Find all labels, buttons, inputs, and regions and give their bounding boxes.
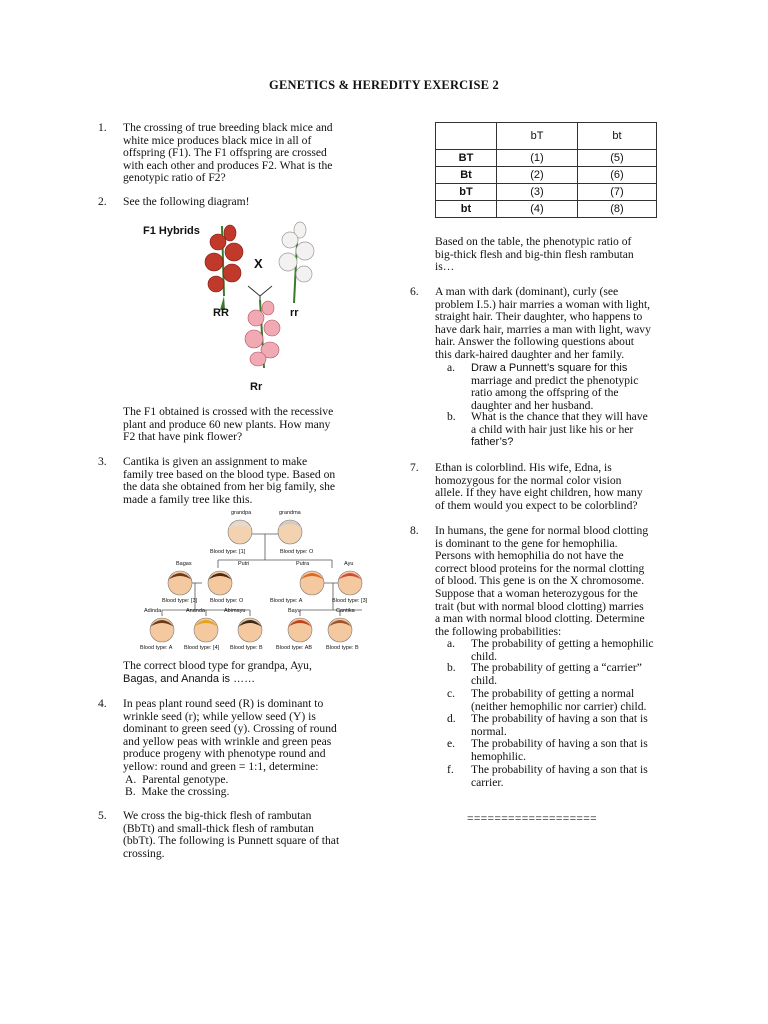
blood-type-label: Blood type: O [280,549,314,555]
member-name: Bayu [288,608,301,614]
sub-label: a. [447,361,456,374]
punnett-square-table [435,122,657,218]
figure-heading: F1 Hybrids [143,225,200,237]
member-name: Bagas [176,561,192,567]
page-title: GENETICS & HEREDITY EXERCISE 2 [269,78,499,92]
flower-drawing [140,218,340,398]
question-7 [410,462,710,514]
question-6-part-a [447,362,707,414]
question-8-part-c [447,688,707,714]
text-line: with each other and produces F2. What is the [123,158,333,172]
text-line: F2 that have pink flower? [123,430,243,444]
text-line: See the following diagram! [123,195,250,208]
text-line: Cantika is given an assignment to make [123,455,308,468]
text-line: hemophilic. [471,749,527,763]
family-tree-figure [140,508,376,656]
text-line: Draw a Punnett’s square for this [471,362,628,374]
question-6-part-b [447,411,707,451]
table-cell: (5) [578,150,657,167]
text-line: A man with dark (dominant), curly (see [435,285,619,298]
question-4 [98,698,398,802]
text-line: child. [471,649,498,663]
text-line: the data she obtained from her big family, she [123,480,336,494]
member-name: Putri [238,561,250,567]
parent-label-rr-recessive: rr [290,307,299,319]
text-line: daughter and her husband. [471,398,594,412]
row-header-cell: Bt [436,167,497,184]
text-line: allele. If they have eight children, how many [435,486,643,500]
question-8 [410,525,710,641]
question-8-part-e [447,738,707,764]
text-line: big-thick flesh and big-thin flesh rambutan [435,247,634,261]
table-row [436,184,657,201]
question-2 [98,196,398,210]
table-header-cell: bt [578,123,657,150]
question-number: 4. [98,697,107,710]
question-number: 5. [98,809,107,822]
text-line: The probability of having a son that is [471,763,648,776]
sub-label: a. [447,637,456,650]
text-line: What is the chance that they will have [471,410,648,423]
text-line: father’s? [471,436,514,449]
question-3-followup [98,660,398,688]
question-8-part-d [447,713,707,739]
member-name: Ananda [186,608,205,614]
text-line: (BbTt) and small-thick flesh of rambutan [123,821,314,835]
text-line: produce progeny with phenotype round and [123,747,326,761]
member-name: Putra [296,561,310,567]
text-line: have dark hair, marries a man with light, wavy [435,322,651,336]
table-row [436,167,657,184]
text-line: Based on the table, the phenotypic ratio of [435,235,632,248]
sub-label: f. [447,763,454,776]
flower-cross-figure [140,218,340,398]
table-cell: (6) [578,167,657,184]
table-header-row [436,123,657,150]
blood-type-label: Blood type: A [270,598,303,604]
sub-label: b. [447,410,456,423]
sub-label: c. [447,687,456,700]
member-name: grandpa [231,510,252,516]
table-row [436,201,657,218]
sub-text: Make the crossing. [141,785,230,799]
question-5 [98,810,398,862]
text-line: this dark-haired daughter and her family. [435,347,625,361]
text-line: The probability of getting a “carrier” [471,661,642,674]
text-line: ratio among the offspring of the [471,386,619,400]
text-line: family tree based on the blood type. Based on [123,467,336,481]
table-followup [410,236,710,276]
table-cell: (2) [497,167,578,184]
cross-symbol: X [254,256,263,271]
text-line: hair. Answer the following questions about [435,335,635,349]
section-separator: =================== [467,812,597,825]
question-number: 1. [98,121,107,134]
question-number: 3. [98,455,107,468]
question-number: 8. [410,524,419,537]
sub-label: b. [447,661,456,674]
text-line: We cross the big-thick flesh of rambutan [123,809,312,822]
text-line: Persons with hemophilia do not have the [435,549,624,563]
blood-type-label: Blood type: A [140,645,173,651]
text-line: straight hair. Their daughter, who happens to [435,310,643,324]
question-1 [98,122,398,186]
question-number: 7. [410,461,419,474]
text-line: of blood. This gene is on the X chromosome. [435,574,645,588]
question-2-followup [98,406,398,446]
text-line: (bbTt). The following is Punnett square of that [123,834,340,848]
sub-label: B. [125,785,136,799]
table-header-cell: bT [497,123,578,150]
text-line: made a family tree like this. [123,492,253,506]
text-line: wrinkle seed (r); while yellow seed (Y) is [123,709,316,723]
text-line: The crossing of true breeding black mice and [123,121,333,134]
text-line: correct blood proteins for the normal clotting [435,561,645,575]
table-row [436,150,657,167]
text-line: a child with hair just like his or her [471,422,634,436]
table-cell: (7) [578,184,657,201]
text-line: dominant to green seed (y). Crossing of round [123,722,337,736]
member-name: Ayu [344,561,354,567]
text-line: In humans, the gene for normal blood clotting [435,524,649,537]
text-line: the following probabilities: [435,624,562,638]
text-line: problem I.5.) hair marries a woman with light, [435,297,651,311]
family-tree-lines [140,508,376,656]
row-header-cell: bT [436,184,497,201]
text-line: offspring (F1). The F1 offspring are crossed [123,146,327,160]
blood-type-label: Blood type: AB [276,645,313,651]
text-line: The F1 obtained is crossed with the recessive [123,405,334,418]
member-name: Abimayu [224,608,246,614]
text-line: The probability of having a son that is [471,712,648,725]
question-3 [98,456,398,508]
text-line: normal. [471,724,507,738]
text-line: genotypic ratio of F2? [123,171,226,185]
text-line: The probability of getting a normal [471,687,635,700]
text-line: child. [471,673,498,687]
text-line: (neither hemophilic nor carrier) child. [471,699,647,713]
question-8-part-b [447,662,707,688]
blood-type-label: Blood type: O [210,598,244,604]
question-number: 2. [98,195,107,208]
sub-text: Parental genotype. [142,772,229,786]
blood-type-label: Blood type: B [230,645,263,651]
row-header-cell: bt [436,201,497,218]
text-line: The probability of having a son that is [471,737,648,750]
parent-label-rr-dominant: RR [213,307,229,319]
text-line: a man with normal blood clotting. Determine [435,612,645,626]
text-line: marriage and predict the phenotypic [471,373,639,387]
blood-type-label: Blood type: [4] [184,645,220,651]
question-number: 6. [410,285,419,298]
sub-label: d. [447,712,456,725]
text-line: Bagas, and Ananda is …… [123,672,256,685]
table-cell: (1) [497,150,578,167]
text-line: white mice produces black mice in all of [123,133,312,147]
table-cell: (4) [497,201,578,218]
text-line: and yellow peas with wrinkle and green peas [123,734,332,748]
row-header-cell: BT [436,150,497,167]
blood-type-label: Blood type: B [326,645,359,651]
text-line: Ethan is colorblind. His wife, Edna, is [435,461,612,474]
text-line: carrier. [471,775,504,789]
sub-label: A. [125,772,137,786]
member-name: Adinda [144,608,162,614]
table-cell: (8) [578,201,657,218]
offspring-label: Rr [250,381,263,393]
text-line: The probability of getting a hemophilic [471,637,654,650]
table-cell [436,123,497,150]
text-line: homozygous for the normal color vision [435,473,622,487]
text-line: The correct blood type for grandpa, Ayu, [123,659,312,672]
text-line: of them would you expect to be colorblind? [435,498,638,512]
text-line: crossing. [123,846,165,860]
member-name: Cantika [336,608,355,614]
blood-type-label: Blood type: [3] [332,598,368,604]
text-line: is… [435,260,455,274]
text-line: In peas plant round seed (R) is dominant to [123,697,324,710]
text-line: trait (but with normal blood clotting) marries [435,599,644,613]
member-name: grandma [279,510,301,516]
blood-type-label: Blood type: [3] [162,598,198,604]
text-line: plant and produce 60 new plants. How many [123,417,331,431]
question-8-part-f [447,764,707,790]
text-line: Suppose that a woman heterozygous for the [435,586,638,600]
sub-label: e. [447,737,456,750]
text-line: yellow: round and green = 1:1, determine: [123,759,319,773]
blood-type-label: Blood type: [1] [210,549,246,555]
text-line: is dominant to the gene for hemophilia. [435,536,618,550]
table-cell: (3) [497,184,578,201]
